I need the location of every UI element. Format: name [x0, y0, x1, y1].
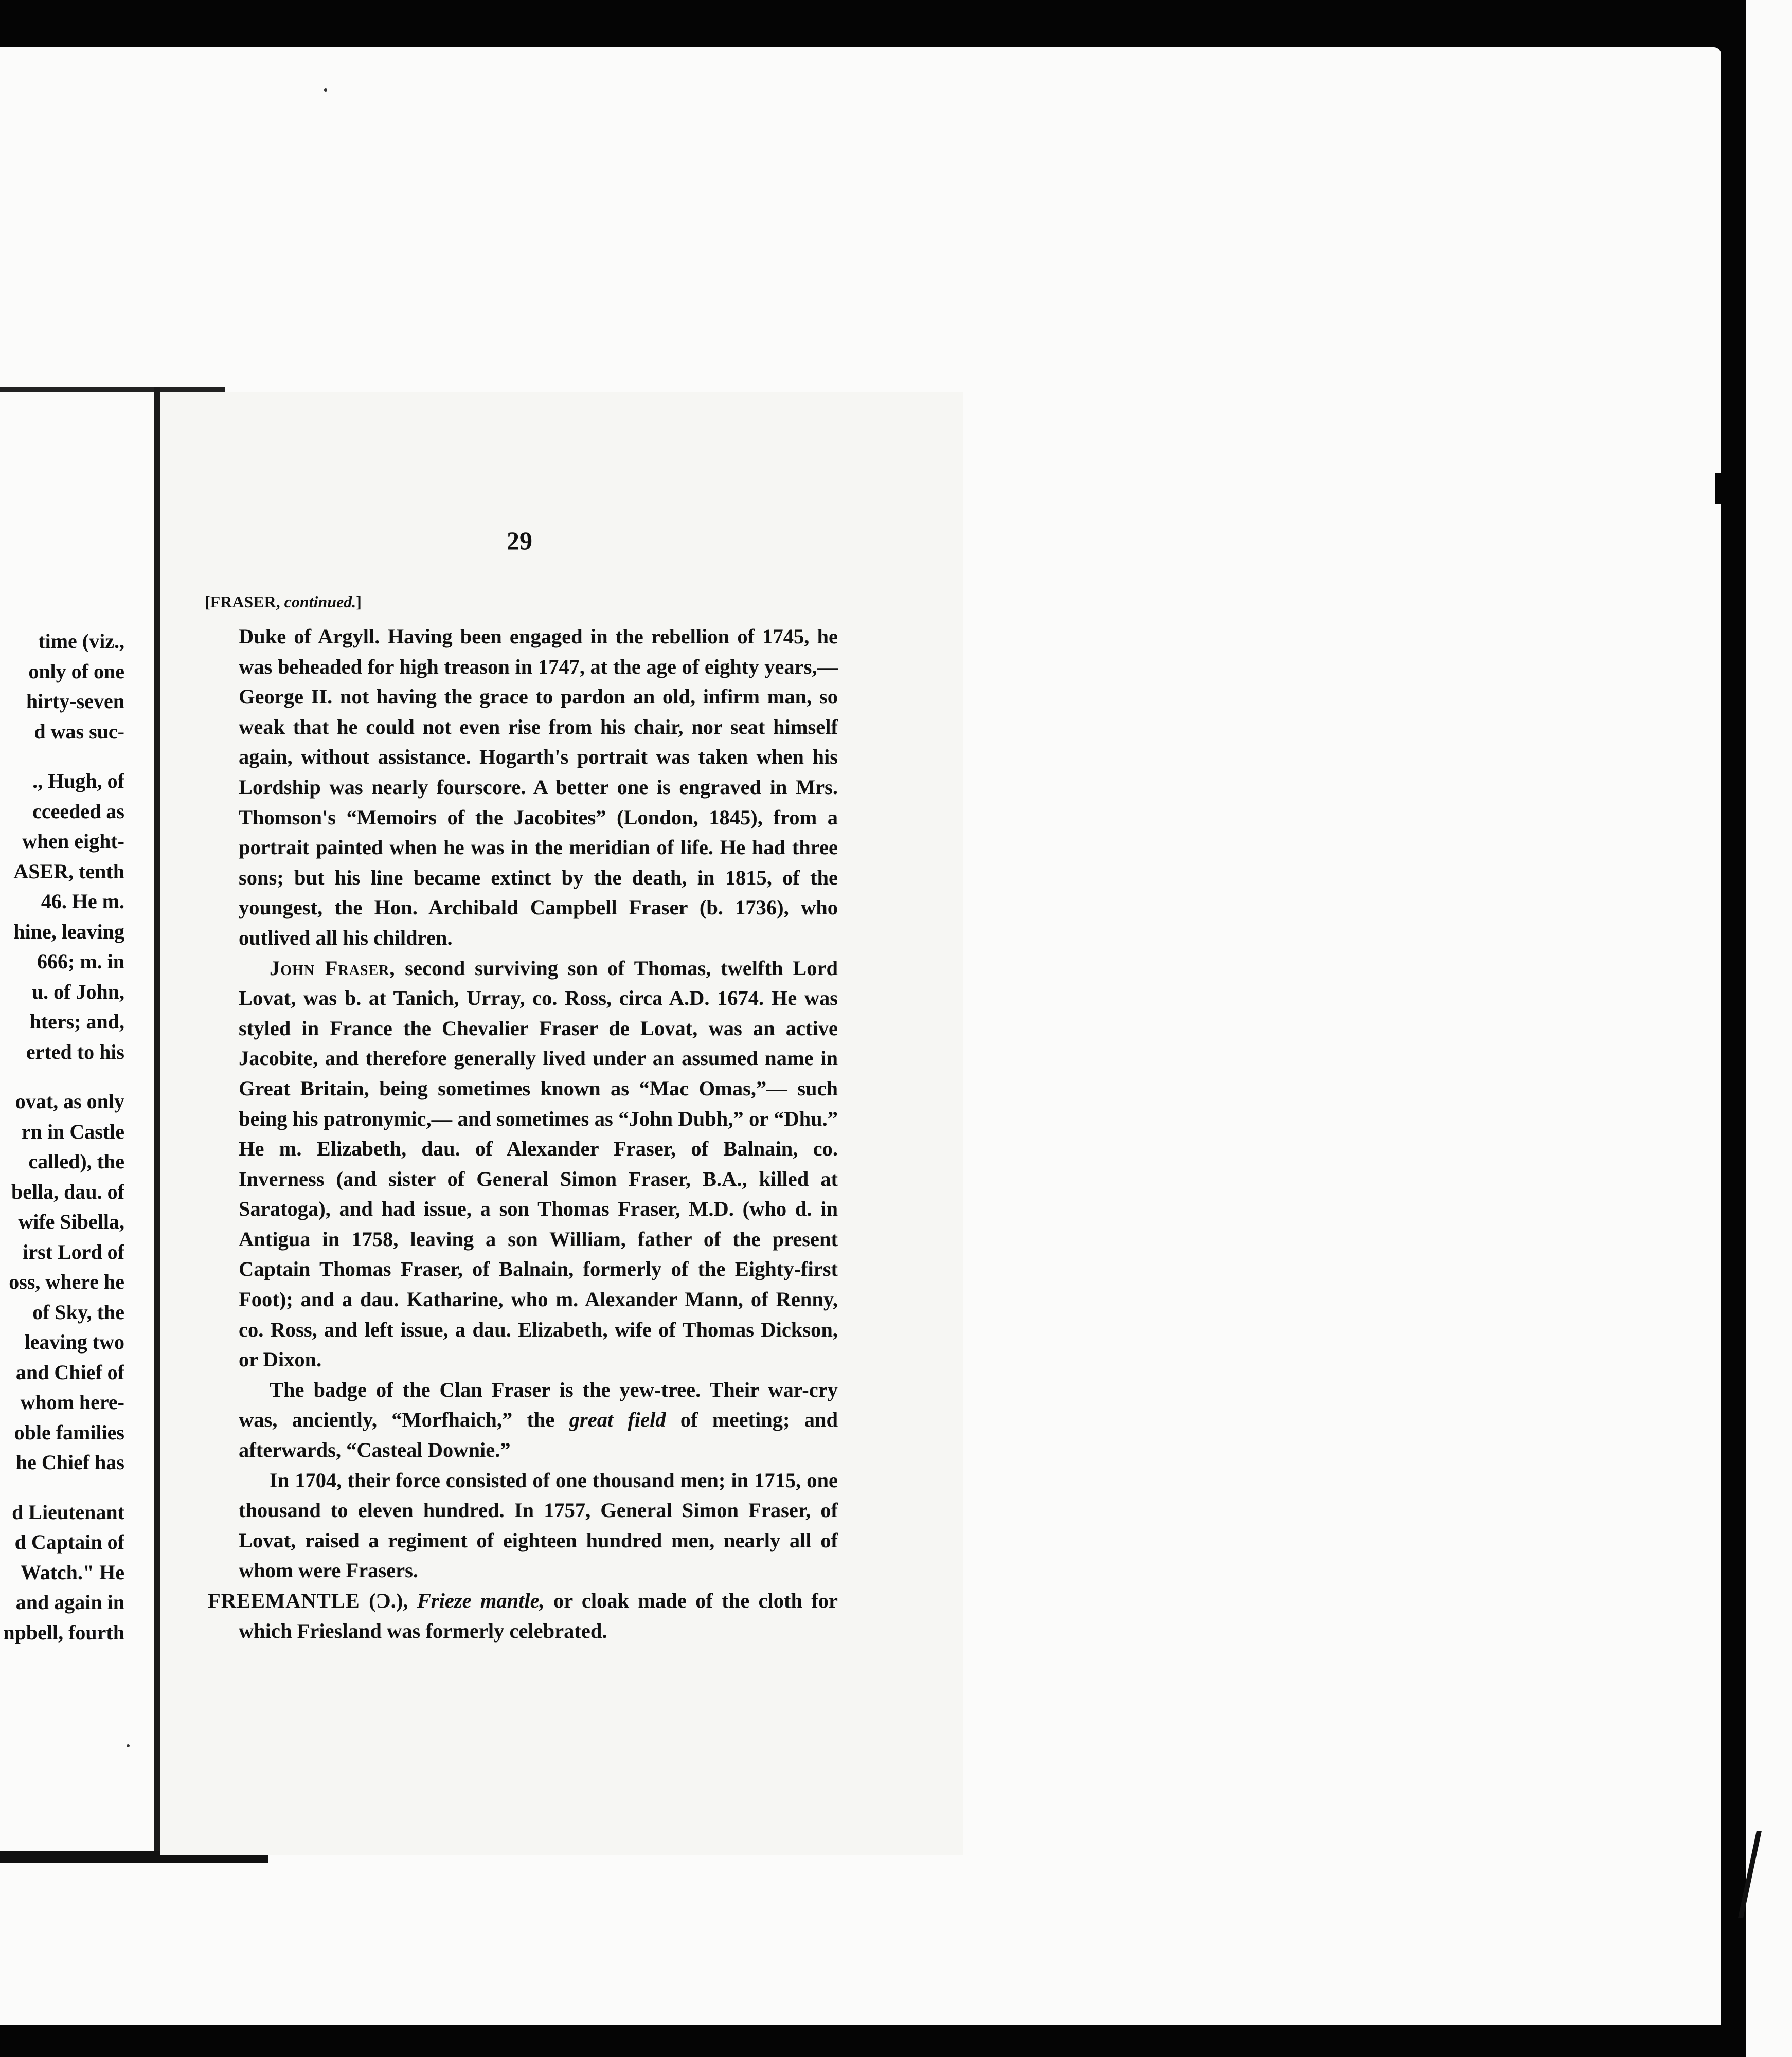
paragraph-john-fraser: [208, 953, 838, 1375]
scanned-page: [0, 47, 1721, 2025]
left-fragment-line: he Chief has: [15, 1451, 124, 1474]
left-fragment-line: ., Hugh, of: [32, 769, 124, 792]
running-head: [205, 592, 362, 611]
john-fraser-text: second surviving son of Thomas, twelfth Lord Lovat, was b. at Tanich, Urray, co. Ross, circa A.D. 1674. He was styled in France the Chevalier Fraser de Lovat, was an active Jacobite, and therefore generally lived under an assumed name in Great Britain, being sometimes known as “Mac Omas,”— such being his patronymic,— and sometimes as “John Dubh,” or “Dhu.” He m. Elizabeth, dau. of Alexander Fraser, of Balnain, co. Inverness (and sister of General Simon Fraser, B.A., killed at Saratoga), and had issue, a son Thomas Fraser, M.D. (who d. in Antigua in 1758, leaving a son William, father of the present Captain Thomas Fraser, of Balnain, formerly of the Eighty-first Foot); and a dau. Katharine, who m. Alexander Mann, of Renny, co. Ross, and left issue, a dau. Elizabeth, wife of Thomas Dickson, or Dixon.: [239, 956, 838, 1372]
page-gutter-notch: [1715, 473, 1723, 504]
article-body: [208, 622, 838, 1646]
left-fragment-line: and Chief of: [15, 1360, 124, 1384]
left-fragment-line: erted to his: [26, 1040, 124, 1063]
left-fragment-line: u. of John,: [31, 980, 124, 1003]
left-fragment-line: oble families: [14, 1420, 124, 1444]
left-fragment-line: [0, 1478, 124, 1497]
clan-badge-text-b: of meeting; and afterwards, “Casteal Downie.”: [239, 1408, 838, 1462]
left-fragment-line: Watch." He: [20, 1560, 124, 1584]
left-fragment-line: called), the: [28, 1150, 124, 1173]
left-fragment-line: and again in: [15, 1591, 124, 1614]
headword-freemantle: FREEMANTLE: [208, 1589, 360, 1612]
great-field-term: great field: [569, 1408, 666, 1432]
left-fragment-line: [0, 747, 124, 766]
left-fragment-line: d Lieutenant: [12, 1500, 124, 1524]
left-fragment-line: npbell, fourth: [3, 1620, 124, 1644]
left-fragment-line: time (viz.,: [38, 629, 124, 653]
clan-badge-text-a: The badge of the Clan Fraser is the yew-tree. Their war-cry was, anciently, “Morfhaich,” the: [239, 1378, 838, 1432]
scan-speck: [324, 88, 327, 92]
scan-speck: [127, 1744, 130, 1747]
left-fragment-line: 666; m. in: [37, 950, 124, 973]
left-fragment-line: 46. He m.: [41, 890, 124, 913]
left-fragment-line: rn in Castle: [22, 1120, 124, 1143]
edge-ink-mark: [1738, 1831, 1777, 1918]
left-fragment-line: when eight-: [22, 829, 124, 853]
left-fragment-line: bella, dau. of: [11, 1180, 124, 1203]
next-page-edge: [1746, 0, 1792, 2057]
paragraph-force: In 1704, their force consisted of one thousand men; in 1715, one thousand to eleven hundred. In 1757, General Simon Fraser, of Lovat, raised a regiment of eighteen hundred men, nearly all of whom were Frasers.: [239, 1468, 838, 1582]
entry-language-mark: (Ɔ.),: [360, 1589, 417, 1612]
left-page-fragments: [0, 626, 124, 1648]
left-fragment-line: [0, 1067, 124, 1087]
left-fragment-line: d was suc-: [34, 719, 124, 743]
left-fragment-line: only of one: [28, 659, 124, 683]
left-fragment-line: whom here-: [20, 1391, 124, 1414]
page-number: 29: [507, 526, 532, 555]
left-fragment-line: oss, where he: [9, 1270, 124, 1293]
running-head-continued: continued.: [284, 592, 356, 611]
crop-line-vertical: [154, 387, 160, 1863]
left-fragment-line: ovat, as only: [15, 1090, 124, 1113]
crop-line-top: [0, 387, 225, 392]
paragraph-clan-badge: [208, 1375, 838, 1466]
left-fragment-line: hirty-seven: [26, 690, 124, 713]
paragraph-lord-lovat: Duke of Argyll. Having been engaged in the rebellion of 1745, he was beheaded for high treason in 1747, at the age of eighty years,— George II. not having the grace to pardon an old, infirm man, so weak that he could not even rise from his chair, nor seat himself again, without assistance. Hogarth's portrait was taken when his Lordship was nearly fourscore. A better one is engraved in Mrs. Thomson's “Memoirs of the Jacobites” (London, 1845), from a portrait painted when he was in the meridian of life. He had three sons; but his line became extinct by the death, in 1815, of the youngest, the Hon. Archibald Campbell Fraser (b. 1736), who outlived all his children.: [239, 625, 838, 949]
entry-definition: or cloak made of the cloth for which Friesland was formerly celebrated.: [239, 1589, 838, 1643]
entry-freemantle: [208, 1586, 838, 1646]
running-head-bracket: ]: [356, 592, 362, 611]
name-john-fraser: John Fraser,: [270, 956, 396, 980]
left-fragment-line: leaving two: [24, 1330, 124, 1354]
left-fragment-line: of Sky, the: [32, 1300, 124, 1324]
entry-frieze-mantle: Frieze mantle,: [417, 1589, 545, 1612]
left-fragment-line: hters; and,: [29, 1010, 124, 1033]
running-head-title: [FRASER,: [205, 592, 280, 611]
left-fragment-line: d Captain of: [14, 1530, 124, 1554]
left-fragment-line: wife Sibella,: [18, 1210, 124, 1233]
left-fragment-line: irst Lord of: [23, 1240, 124, 1264]
left-fragment-line: hine, leaving: [13, 919, 124, 943]
left-fragment-line: ASER, tenth: [13, 859, 124, 883]
left-fragment-line: cceeded as: [32, 799, 124, 823]
